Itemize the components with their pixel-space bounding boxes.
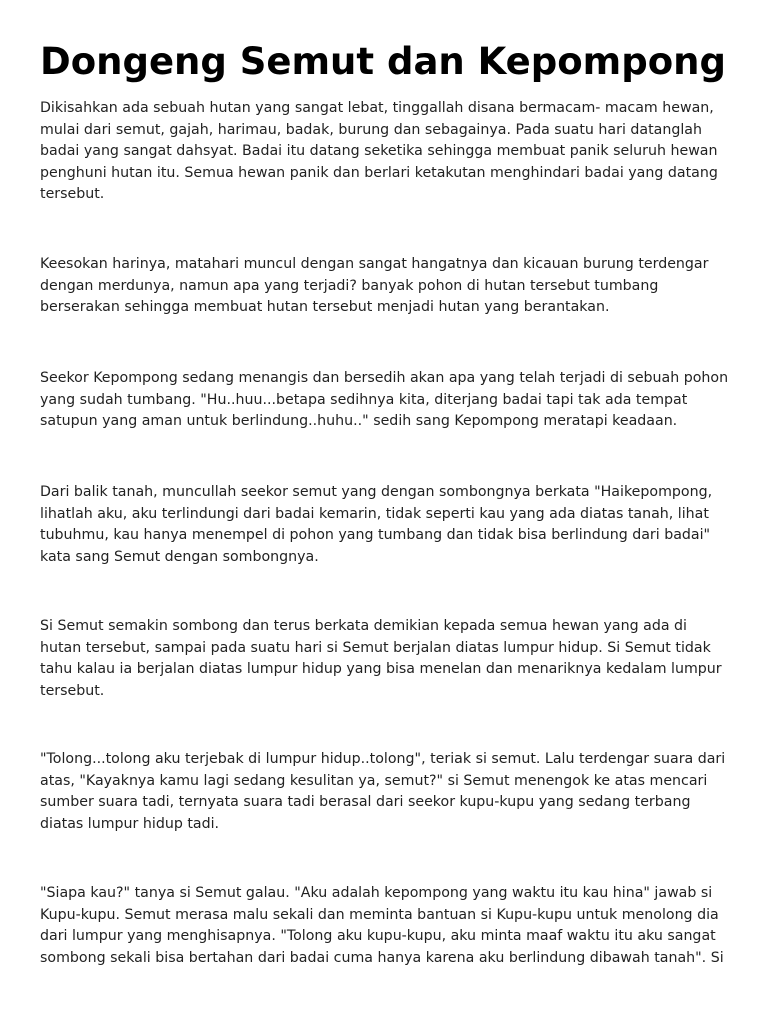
paragraph: Dari balik tanah, muncullah seekor semut yang dengan sombongnya berkata "Haikepompong, lihatlah aku, aku terlindungi dari badai kemarin, tidak seperti kau yang ada diatas tanah, lihat tubuhmu, kau hanya menempel di pohon yang tumbang dan tidak bisa berlindung dari badai" kata sang Semut dengan sombongnya. (40, 484, 713, 565)
paragraph: Seekor Kepompong sedang menangis dan bersedih akan apa yang telah terjadi di sebuah pohon yang sudah tumbang. "Hu..huu...betapa sedihnya kita, diterjang badai tapi tak ada tempat satupun yang aman untuk berlindung..huhu.." sedih sang Kepompong meratapi keadaan. (40, 370, 729, 430)
paragraph: Keesokan harinya, matahari muncul dengan sangat hangatnya dan kicauan burung terdengar dengan merdunya, namun apa yang terjadi? banyak pohon di hutan tersebut tumbang berserakan sehingga membuat hutan tersebut menjadi hutan yang berantakan. (40, 256, 709, 316)
paragraph: Dikisahkan ada sebuah hutan yang sangat lebat, tinggallah disana bermacam- macam hewan, mulai dari semut, gajah, harimau, badak, burung dan sebagainya. Pada suatu hari datanglah badai yang sangat dahsyat. Badai itu datang seketika sehingga membuat panik seluruh hewan penghuni hutan itu. Semua hewan panik dan berlari ketakutan menghindari badai yang datang tersebut. (40, 100, 718, 203)
paragraph: Si Semut semakin sombong dan terus berkata demikian kepada semua hewan yang ada di hutan tersebut, sampai pada suatu hari si Semut berjalan diatas lumpur hidup. Si Semut tidak tahu kalau ia berjalan diatas lumpur hidup yang bisa menelan dan menariknya kedalam lumpur tersebut. (40, 618, 722, 699)
paragraph: "Siapa kau?" tanya si Semut galau. "Aku adalah kepompong yang waktu itu kau hina" jawab si Kupu-kupu. Semut merasa malu sekali dan meminta bantuan si Kupu-kupu untuk menolong dia dari lumpur yang menghisapnya. "Tolong aku kupu-kupu, aku minta maaf waktu itu aku sangat sombong sekali bisa bertahan dari badai cuma hanya karena aku berlindung dibawah tanah". Si (40, 885, 724, 966)
page-title: Dongeng Semut dan Kepompong (40, 40, 726, 83)
paragraph: "Tolong...tolong aku terjebak di lumpur hidup..tolong", teriak si semut. Lalu terdengar suara dari atas, "Kayaknya kamu lagi sedang kesulitan ya, semut?" si Semut menengok ke atas mencari sumber suara tadi, ternyata suara tadi berasal dari seekor kupu-kupu yang sedang terbang diatas lumpur hidup tadi. (40, 751, 726, 832)
